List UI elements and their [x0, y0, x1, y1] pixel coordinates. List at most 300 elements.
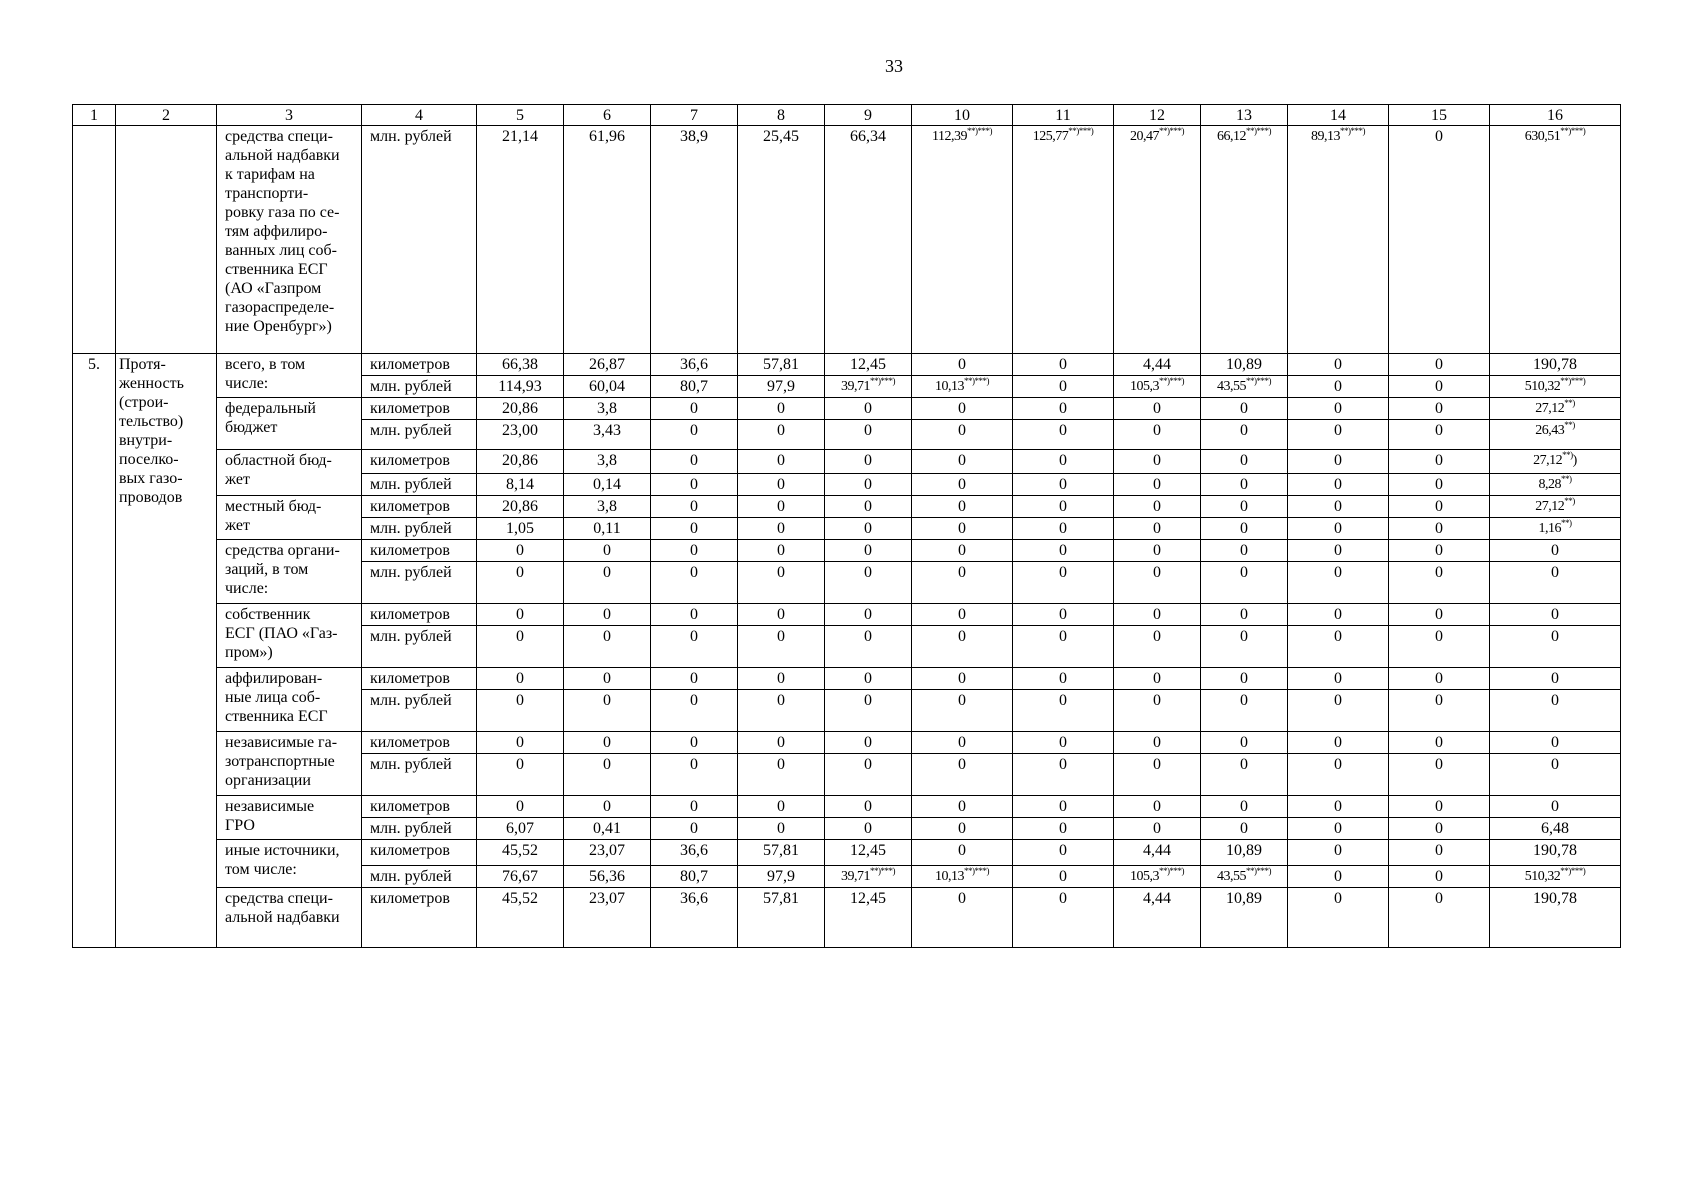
value-cell — [912, 126, 1013, 354]
value-cell: 57,81 — [738, 888, 825, 948]
value-cell: 20,86 — [477, 496, 564, 518]
value-cell: 0 — [825, 818, 912, 840]
footnote-marker: **) — [1562, 450, 1573, 460]
value-cell: 0 — [1389, 888, 1490, 948]
unit-cell: километров — [362, 398, 477, 420]
source-label: федеральный бюджет — [217, 398, 362, 450]
source-label: всего, в том числе: — [217, 354, 362, 398]
value-cell: 0 — [477, 540, 564, 562]
value-text: 26,43 — [1535, 423, 1565, 438]
value-cell: 0 — [1201, 518, 1288, 540]
unit-cell: млн. рублей — [362, 376, 477, 398]
table-row — [73, 888, 1621, 948]
value-cell: 0 — [738, 474, 825, 496]
value-text: 43,55 — [1217, 379, 1246, 394]
value-cell: 0 — [1201, 540, 1288, 562]
value-cell: 0 — [738, 518, 825, 540]
footnote-marker: **) — [1564, 420, 1575, 430]
value-cell: 0 — [651, 562, 738, 604]
value-cell: 0 — [738, 420, 825, 450]
value-cell: 0 — [738, 398, 825, 420]
value-cell: 0 — [1288, 888, 1389, 948]
value-cell: 0 — [912, 474, 1013, 496]
value-cell: 0 — [738, 540, 825, 562]
value-cell: 0 — [1201, 668, 1288, 690]
value-cell: 0 — [477, 690, 564, 732]
value-cell: 0 — [651, 496, 738, 518]
value-cell: 0 — [1389, 754, 1490, 796]
value-cell: 0 — [1490, 540, 1621, 562]
value-text: 10,13 — [935, 869, 964, 884]
value-cell: 0 — [738, 818, 825, 840]
header-cell: 8 — [738, 105, 825, 126]
value-text: 112,39 — [932, 129, 967, 144]
value-cell: 0 — [1490, 796, 1621, 818]
value-cell — [1490, 126, 1621, 354]
value-cell: 0 — [1288, 518, 1389, 540]
value-cell: 25,45 — [738, 126, 825, 354]
unit-cell: километров — [362, 354, 477, 376]
value-text: 1,16 — [1538, 521, 1561, 536]
value-cell — [912, 866, 1013, 888]
footnote-marker: **)***) — [1068, 126, 1094, 136]
value-cell: 0 — [825, 518, 912, 540]
table-row — [73, 540, 1621, 562]
value-cell: 0 — [1389, 518, 1490, 540]
value-cell: 0 — [1013, 668, 1114, 690]
footnote-marker: **) — [1564, 496, 1575, 506]
value-cell: 45,52 — [477, 888, 564, 948]
value-cell: 8,14 — [477, 474, 564, 496]
source-label: аффилирован- ные лица соб- ственника ЕСГ — [217, 668, 362, 732]
value-cell: 0 — [825, 474, 912, 496]
value-text: 105,3 — [1130, 379, 1159, 394]
value-cell: 0 — [1389, 126, 1490, 354]
value-cell: 0 — [738, 562, 825, 604]
value-cell: 66,34 — [825, 126, 912, 354]
empty-cell — [116, 126, 217, 354]
value-cell: 57,81 — [738, 840, 825, 866]
footnote-marker: **)***) — [1560, 376, 1586, 386]
value-cell: 0,11 — [564, 518, 651, 540]
value-cell: 0 — [912, 690, 1013, 732]
value-cell: 0 — [1114, 668, 1201, 690]
header-row — [73, 105, 1621, 126]
table-row — [73, 354, 1621, 376]
value-cell: 190,78 — [1490, 840, 1621, 866]
value-cell: 0 — [1288, 866, 1389, 888]
value-text: 27,12 — [1535, 499, 1565, 514]
value-cell: 0 — [1013, 540, 1114, 562]
value-cell: 114,93 — [477, 376, 564, 398]
value-cell: 0 — [912, 604, 1013, 626]
footnote-marker: **)***) — [1340, 126, 1365, 136]
value-cell: 0 — [1288, 540, 1389, 562]
value-cell: 0 — [1288, 474, 1389, 496]
value-cell: 0 — [651, 420, 738, 450]
value-cell: 0 — [564, 626, 651, 668]
value-cell: 0 — [1114, 474, 1201, 496]
header-cell: 12 — [1114, 105, 1201, 126]
value-cell: 0 — [477, 604, 564, 626]
value-cell: 0 — [912, 518, 1013, 540]
value-cell: 0 — [1013, 376, 1114, 398]
value-cell: 0 — [651, 474, 738, 496]
value-cell: 0 — [1389, 562, 1490, 604]
value-cell: 0 — [1013, 840, 1114, 866]
source-label: независимые ГРО — [217, 796, 362, 840]
value-cell: 0 — [825, 540, 912, 562]
header-cell: 6 — [564, 105, 651, 126]
table-row — [73, 450, 1621, 474]
trailing-text: ) — [1572, 453, 1577, 468]
value-cell: 4,44 — [1114, 354, 1201, 376]
value-cell: 12,45 — [825, 354, 912, 376]
value-cell: 4,44 — [1114, 888, 1201, 948]
value-cell: 0 — [564, 604, 651, 626]
value-text: 10,13 — [935, 379, 964, 394]
unit-cell: млн. рублей — [362, 420, 477, 450]
table-row — [73, 126, 1621, 354]
value-cell: 0 — [651, 604, 738, 626]
value-cell: 0 — [1389, 732, 1490, 754]
value-cell: 0 — [1013, 496, 1114, 518]
value-text: 27,12 — [1533, 453, 1563, 468]
value-cell: 0 — [1288, 840, 1389, 866]
value-cell: 0 — [1114, 562, 1201, 604]
value-cell: 0 — [912, 668, 1013, 690]
value-cell: 0 — [1201, 398, 1288, 420]
value-text: 8,28 — [1538, 477, 1561, 492]
header-cell: 14 — [1288, 105, 1389, 126]
value-cell — [825, 376, 912, 398]
value-cell: 0 — [825, 668, 912, 690]
footnote-marker: **)***) — [1246, 376, 1271, 386]
value-cell: 36,6 — [651, 354, 738, 376]
value-cell: 0 — [1288, 398, 1389, 420]
value-cell: 0 — [912, 818, 1013, 840]
value-cell: 0 — [651, 818, 738, 840]
value-cell: 56,36 — [564, 866, 651, 888]
footnote-marker: **)***) — [1159, 126, 1184, 136]
value-cell: 10,89 — [1201, 840, 1288, 866]
value-cell: 0 — [738, 732, 825, 754]
unit-cell: километров — [362, 888, 477, 948]
table-row — [73, 840, 1621, 866]
value-cell: 0 — [1114, 540, 1201, 562]
footnote-marker: **)***) — [870, 376, 895, 386]
value-cell: 0 — [1490, 626, 1621, 668]
unit-cell: млн. рублей — [362, 562, 477, 604]
header-cell: 4 — [362, 105, 477, 126]
footnote-marker: **)***) — [1560, 126, 1586, 136]
value-cell: 1,05 — [477, 518, 564, 540]
unit-cell: млн. рублей — [362, 754, 477, 796]
value-cell: 0 — [738, 796, 825, 818]
value-cell: 0 — [738, 690, 825, 732]
value-cell: 0 — [1389, 496, 1490, 518]
value-cell: 0 — [1389, 376, 1490, 398]
value-text: 510,32 — [1524, 379, 1561, 394]
value-text: 510,32 — [1524, 869, 1561, 884]
footnote-marker: **)***) — [964, 866, 989, 876]
value-cell: 10,89 — [1201, 888, 1288, 948]
header-cell: 11 — [1013, 105, 1114, 126]
value-cell: 0 — [912, 796, 1013, 818]
value-cell: 0 — [564, 754, 651, 796]
value-cell: 0 — [825, 496, 912, 518]
footnote-marker: **)***) — [966, 126, 992, 136]
value-cell: 0 — [912, 354, 1013, 376]
value-cell: 0 — [651, 398, 738, 420]
value-cell: 0 — [651, 796, 738, 818]
value-cell: 0 — [1201, 818, 1288, 840]
value-cell: 0 — [1201, 626, 1288, 668]
unit-cell: млн. рублей — [362, 690, 477, 732]
value-cell: 0 — [1013, 796, 1114, 818]
value-text: 20,47 — [1130, 129, 1159, 144]
table-row — [73, 604, 1621, 626]
value-cell: 0 — [477, 796, 564, 818]
source-label: собственник ЕСГ (ПАО «Газ- пром») — [217, 604, 362, 668]
value-text: 89,13 — [1311, 129, 1340, 144]
value-cell: 0 — [912, 450, 1013, 474]
value-cell: 0 — [477, 754, 564, 796]
value-cell: 0 — [912, 540, 1013, 562]
value-cell — [1013, 126, 1114, 354]
header-cell: 3 — [217, 105, 362, 126]
value-cell: 0 — [825, 690, 912, 732]
source-label: иные источники, том числе: — [217, 840, 362, 888]
table-body — [73, 105, 1621, 948]
value-cell: 0,41 — [564, 818, 651, 840]
value-cell: 0 — [1490, 690, 1621, 732]
value-cell: 0 — [912, 420, 1013, 450]
value-cell: 0 — [912, 888, 1013, 948]
value-cell: 0 — [1013, 562, 1114, 604]
value-cell: 0 — [1490, 668, 1621, 690]
value-cell: 0 — [1288, 626, 1389, 668]
value-cell — [1490, 866, 1621, 888]
section-number: 5. — [73, 354, 116, 948]
source-label: средства органи- заций, в том числе: — [217, 540, 362, 604]
unit-cell: млн. рублей — [362, 866, 477, 888]
value-cell: 3,8 — [564, 450, 651, 474]
value-cell: 0 — [1201, 604, 1288, 626]
footnote-marker: **) — [1564, 398, 1575, 408]
unit-cell: километров — [362, 668, 477, 690]
footnote-marker: **)***) — [1246, 866, 1271, 876]
value-cell: 0 — [1013, 450, 1114, 474]
value-text: 39,71 — [841, 869, 870, 884]
value-cell — [1490, 398, 1621, 420]
value-cell: 6,07 — [477, 818, 564, 840]
value-cell: 0 — [825, 796, 912, 818]
table-row — [73, 732, 1621, 754]
value-cell: 80,7 — [651, 376, 738, 398]
value-cell: 0 — [825, 626, 912, 668]
value-cell: 0 — [825, 562, 912, 604]
value-cell: 0 — [1288, 450, 1389, 474]
value-text: 125,77 — [1032, 129, 1069, 144]
source-label: средства специ- альной надбавки к тарифам на транспорти- ровку газа по се- тям аффилиро- ванных лиц соб- ственника ЕСГ (АО «Газпром газораспределе- ние Оренбург») — [217, 126, 362, 354]
unit-cell: километров — [362, 450, 477, 474]
value-cell: 0 — [1389, 540, 1490, 562]
source-label: местный бюд- жет — [217, 496, 362, 540]
footnote-marker: **)***) — [1159, 376, 1184, 386]
value-cell: 0 — [1490, 562, 1621, 604]
header-cell: 5 — [477, 105, 564, 126]
value-cell: 0 — [651, 450, 738, 474]
value-cell: 0 — [564, 690, 651, 732]
footnote-marker: **) — [1561, 518, 1572, 528]
value-cell: 0 — [1114, 518, 1201, 540]
value-cell: 0 — [564, 668, 651, 690]
value-cell: 0 — [825, 732, 912, 754]
value-cell: 0 — [1114, 496, 1201, 518]
value-cell: 0 — [651, 540, 738, 562]
value-cell: 0 — [912, 840, 1013, 866]
value-cell: 0 — [825, 754, 912, 796]
value-cell: 0 — [738, 450, 825, 474]
value-cell: 3,8 — [564, 398, 651, 420]
value-cell: 38,9 — [651, 126, 738, 354]
value-cell: 0 — [477, 732, 564, 754]
value-cell: 0 — [1013, 420, 1114, 450]
value-cell: 23,07 — [564, 840, 651, 866]
value-cell: 0 — [1201, 474, 1288, 496]
value-cell — [1490, 420, 1621, 450]
value-cell — [1114, 376, 1201, 398]
unit-cell: млн. рублей — [362, 818, 477, 840]
value-cell: 0 — [1288, 354, 1389, 376]
value-cell — [1490, 376, 1621, 398]
value-cell: 0 — [1114, 690, 1201, 732]
value-cell — [1490, 474, 1621, 496]
value-cell: 0 — [1389, 354, 1490, 376]
value-cell: 0 — [651, 754, 738, 796]
value-cell: 0 — [1389, 420, 1490, 450]
footnote-marker: **)***) — [870, 866, 895, 876]
value-text: 27,12 — [1535, 401, 1565, 416]
value-cell: 0 — [1288, 818, 1389, 840]
value-cell: 0 — [1389, 818, 1490, 840]
value-cell: 0 — [825, 420, 912, 450]
value-cell: 0 — [1013, 818, 1114, 840]
value-cell — [1288, 126, 1389, 354]
value-cell: 190,78 — [1490, 888, 1621, 948]
value-cell: 6,48 — [1490, 818, 1621, 840]
value-cell: 0 — [651, 668, 738, 690]
value-cell: 0 — [1389, 690, 1490, 732]
value-cell: 0 — [1288, 796, 1389, 818]
value-cell: 0 — [651, 690, 738, 732]
value-cell: 12,45 — [825, 888, 912, 948]
unit-cell: километров — [362, 796, 477, 818]
value-cell: 0 — [825, 398, 912, 420]
value-cell: 0 — [651, 732, 738, 754]
footnote-marker: **) — [1561, 474, 1572, 484]
value-cell: 0 — [1114, 450, 1201, 474]
value-cell: 0 — [1389, 796, 1490, 818]
value-cell: 60,04 — [564, 376, 651, 398]
value-cell: 0 — [1013, 604, 1114, 626]
value-cell — [1114, 126, 1201, 354]
value-cell: 0 — [1201, 796, 1288, 818]
unit-cell: километров — [362, 540, 477, 562]
value-cell: 0 — [1389, 626, 1490, 668]
value-text: 39,71 — [841, 379, 870, 394]
section-title: Протя- женность (строи- тельство) внутри- поселко- вых газо- проводов — [116, 354, 217, 948]
table-row — [73, 796, 1621, 818]
value-cell: 190,78 — [1490, 354, 1621, 376]
value-cell: 66,38 — [477, 354, 564, 376]
value-cell — [1201, 866, 1288, 888]
value-cell: 76,67 — [477, 866, 564, 888]
value-cell: 0 — [1013, 754, 1114, 796]
value-cell: 0 — [1288, 562, 1389, 604]
value-cell: 0 — [912, 732, 1013, 754]
source-label: средства специ- альной надбавки — [217, 888, 362, 948]
value-cell: 0 — [1389, 668, 1490, 690]
value-cell: 57,81 — [738, 354, 825, 376]
value-cell: 0 — [1013, 398, 1114, 420]
value-cell: 0 — [1013, 354, 1114, 376]
header-cell: 2 — [116, 105, 217, 126]
value-cell: 0 — [912, 398, 1013, 420]
value-cell: 0 — [738, 668, 825, 690]
value-cell: 0 — [477, 562, 564, 604]
value-cell: 0 — [1389, 450, 1490, 474]
value-cell: 0 — [738, 604, 825, 626]
value-cell: 0 — [1389, 840, 1490, 866]
value-cell: 0 — [651, 518, 738, 540]
value-cell: 97,9 — [738, 866, 825, 888]
value-cell: 0 — [1114, 398, 1201, 420]
unit-cell: млн. рублей — [362, 126, 477, 354]
data-table — [72, 104, 1621, 948]
unit-cell: километров — [362, 840, 477, 866]
value-cell: 0 — [1114, 604, 1201, 626]
value-cell: 0 — [1114, 626, 1201, 668]
value-cell — [912, 376, 1013, 398]
value-cell: 0 — [1201, 690, 1288, 732]
value-cell: 0 — [1288, 754, 1389, 796]
value-cell: 0 — [1490, 732, 1621, 754]
value-cell: 0 — [1201, 732, 1288, 754]
value-cell: 0 — [1114, 754, 1201, 796]
header-cell: 10 — [912, 105, 1013, 126]
value-cell: 0 — [1201, 562, 1288, 604]
table-row — [73, 496, 1621, 518]
unit-cell: километров — [362, 604, 477, 626]
value-cell: 36,6 — [651, 888, 738, 948]
value-cell: 0 — [1389, 866, 1490, 888]
value-cell: 0 — [738, 496, 825, 518]
value-cell — [1114, 866, 1201, 888]
value-cell: 0 — [564, 540, 651, 562]
value-text: 66,12 — [1217, 129, 1246, 144]
value-cell: 0 — [1288, 604, 1389, 626]
value-cell: 0 — [1013, 888, 1114, 948]
value-cell: 36,6 — [651, 840, 738, 866]
value-cell: 0 — [912, 496, 1013, 518]
value-cell: 0 — [564, 732, 651, 754]
value-cell: 0 — [1288, 668, 1389, 690]
header-cell: 13 — [1201, 105, 1288, 126]
value-cell: 20,86 — [477, 450, 564, 474]
value-text: 105,3 — [1130, 869, 1159, 884]
